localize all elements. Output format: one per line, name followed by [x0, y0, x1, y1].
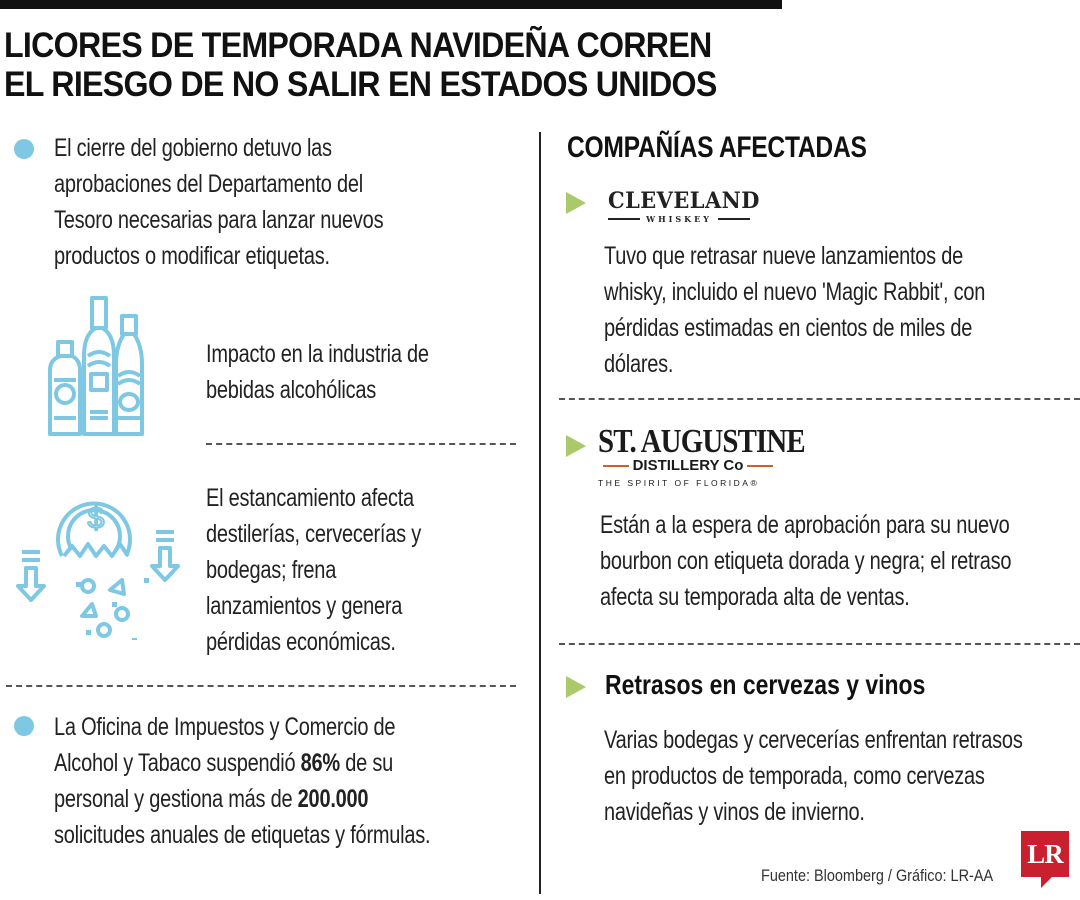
text-line: Tesoro necesarias para lanzar nuevos: [54, 206, 384, 234]
text-line: [54, 781, 526, 817]
impact-text: [206, 336, 494, 408]
text-line: pérdidas estimadas en cientos de miles de: [604, 314, 973, 342]
divider: [559, 398, 1080, 400]
bullet-dot: [14, 139, 34, 159]
text-line: en productos de temporada, como cervezas: [604, 762, 985, 790]
text-line: aprobaciones del Departamento del: [54, 170, 363, 198]
cleveland-text: [604, 238, 1080, 382]
text-line: lanzamientos y genera: [206, 592, 403, 620]
stat-200000: 200.000: [297, 785, 369, 813]
text-line: Impacto en la industria de: [206, 340, 429, 368]
column-divider: [539, 132, 541, 894]
triangle-marker-icon: [566, 435, 586, 457]
text-line: La Oficina de Impuestos y Comercio de: [54, 713, 396, 741]
text-line: bodegas; frena: [206, 556, 337, 584]
text-span: de su: [339, 749, 394, 777]
st-augustine-text: [600, 507, 1080, 615]
text-line: Están a la espera de aprobación para su nuevo: [600, 511, 1010, 539]
logo-text: ST. AUGUSTINE: [598, 423, 805, 460]
intro-text: [54, 130, 502, 274]
text-line: bourbon con etiqueta dorada y negra; el retraso: [600, 547, 1012, 575]
svg-text:$: $: [87, 502, 105, 535]
divider: [206, 443, 516, 445]
triangle-marker-icon: [566, 192, 586, 214]
divider: [559, 643, 1080, 645]
text-line: afecta su temporada alta de ventas.: [600, 583, 910, 611]
top-rule: [0, 0, 782, 9]
text-line: productos o modificar etiquetas.: [54, 242, 330, 270]
title-line-1: LICORES DE TEMPORADA NAVIDEÑA CORREN: [4, 26, 712, 65]
logo-tagline: THE SPIRIT OF FLORIDA®: [598, 478, 760, 488]
bullet-dot: [14, 716, 34, 736]
text-line: Varias bodegas y cervecerías enfrentan retrasos: [604, 726, 1023, 754]
triangle-marker-icon: [566, 676, 586, 698]
logo-sub: [608, 214, 750, 224]
title-line-2: EL RIESGO DE NO SALIR EN ESTADOS UNIDOS: [4, 65, 717, 104]
liquor-bottles-icon: [44, 294, 158, 440]
page-title: [4, 26, 731, 104]
text-line: El estancamiento afecta: [206, 484, 414, 512]
logo-sub-text: DISTILLERY Co: [632, 457, 744, 474]
stagnation-text: [206, 480, 494, 660]
lr-logo: LR: [1021, 831, 1069, 877]
beer-wine-text: [604, 722, 1080, 830]
logo-sub-text: WHISKEY: [646, 214, 712, 224]
money-loss-icon: [14, 480, 184, 640]
text-line: destilerías, cervecerías y: [206, 520, 421, 548]
text-line: solicitudes anuales de etiquetas y fórmulas.: [54, 821, 431, 849]
text-span: Alcohol y Tabaco suspendió: [54, 749, 301, 777]
section-title: COMPAÑÍAS AFECTADAS: [567, 131, 867, 164]
stat-86-percent: 86%: [300, 749, 340, 777]
divider: [6, 685, 516, 687]
text-line: bebidas alcohólicas: [206, 376, 377, 404]
beer-wine-title: Retrasos en cervezas y vinos: [605, 669, 926, 700]
text-line: dólares.: [604, 350, 674, 378]
text-line: Tuvo que retrasar nueve lanzamientos de: [604, 242, 963, 270]
cleveland-whiskey-logo: [608, 188, 760, 224]
ttb-text: [54, 709, 526, 853]
logo-text: CLEVELAND: [608, 188, 760, 214]
text-line: [54, 745, 526, 781]
text-line: whisky, incluido el nuevo 'Magic Rabbit', con: [604, 278, 986, 306]
text-line: pérdidas económicas.: [206, 628, 396, 656]
source-credit: Fuente: Bloomberg / Gráfico: LR-AA: [761, 866, 994, 885]
text-span: personal y gestiona más de: [54, 785, 298, 813]
text-line: navideñas y vinos de invierno.: [604, 798, 865, 826]
text-line: El cierre del gobierno detuvo las: [54, 134, 332, 162]
st-augustine-distillery-logo: [598, 423, 805, 488]
